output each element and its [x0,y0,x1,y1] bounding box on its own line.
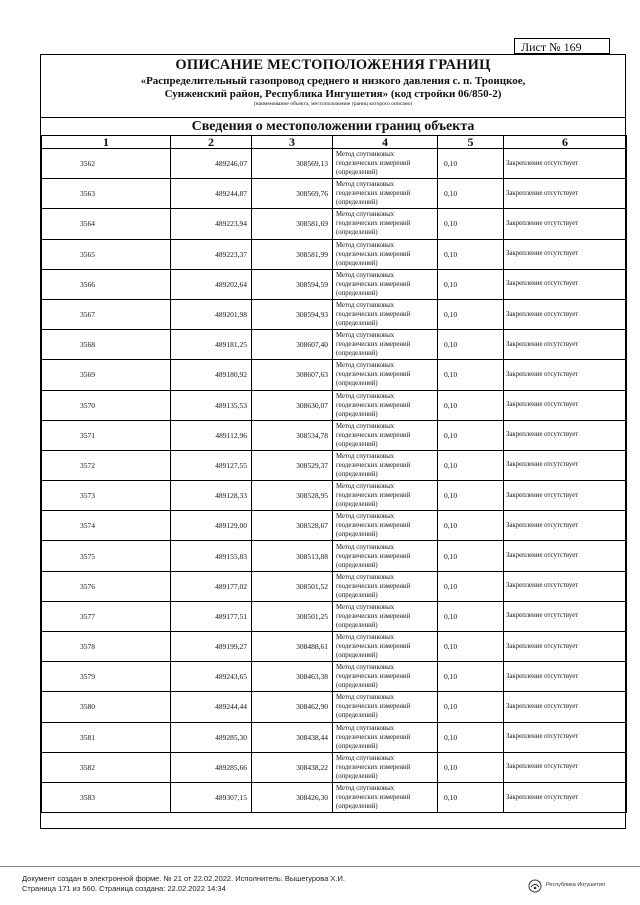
table-cell: 0,10 [438,601,504,631]
table-cell: Закрепление отсутствует [504,601,627,631]
divider [41,117,625,118]
table-cell: Закрепление отсутствует [504,179,627,209]
table-cell: Метод спутниковых геодезических измерений (определений) [333,420,438,450]
table-cell: 308528,95 [252,481,333,511]
table-cell: 489177,02 [171,571,252,601]
table-cell: Закрепление отсутствует [504,360,627,390]
table-cell: Метод спутниковых геодезических измерений (определений) [333,450,438,480]
table-cell: 489155,83 [171,541,252,571]
table-cell: Метод спутниковых геодезических измерений (определений) [333,481,438,511]
table-cell: 308463,38 [252,662,333,692]
table-row [42,149,627,179]
table-cell: 489128,33 [171,481,252,511]
table-cell: 308513,88 [252,541,333,571]
table-cell: Закрепление отсутствует [504,390,627,420]
table-cell: 489246,07 [171,149,252,179]
table-cell: Метод спутниковых геодезических измерений (определений) [333,541,438,571]
table-row [42,782,627,812]
table-cell: 308569,76 [252,179,333,209]
table-cell: 489112,96 [171,420,252,450]
table-row [42,541,627,571]
table-row [42,239,627,269]
table-cell: Закрепление отсутствует [504,511,627,541]
table-cell: Закрепление отсутствует [504,149,627,179]
footer-line-2: Страница 171 из 560. Страница создана: 22.02.2022 14:34 [22,884,226,893]
table-cell: 308630,07 [252,390,333,420]
table-cell: 489244,44 [171,692,252,722]
table-cell: Метод спутниковых геодезических измерений (определений) [333,269,438,299]
table-row [42,632,627,662]
table-row [42,571,627,601]
table-cell: 3582 [42,752,171,782]
emblem-icon [528,879,542,893]
table-cell: 0,10 [438,722,504,752]
table-cell: Метод спутниковых геодезических измерений (определений) [333,179,438,209]
table-cell: 308594,59 [252,269,333,299]
table-cell: 0,10 [438,299,504,329]
table-cell: 0,10 [438,330,504,360]
boundary-table [41,135,627,813]
table-row [42,481,627,511]
table-cell: 0,10 [438,541,504,571]
table-row [42,752,627,782]
table-cell: 3575 [42,541,171,571]
table-row [42,269,627,299]
table-cell: 489129,00 [171,511,252,541]
table-cell: Метод спутниковых геодезических измерений (определений) [333,782,438,812]
document-frame [40,54,626,829]
table-cell: 0,10 [438,571,504,601]
table-cell: 0,10 [438,149,504,179]
table-cell: 489201,98 [171,299,252,329]
table-cell: 0,10 [438,269,504,299]
table-cell: Метод спутниковых геодезических измерений (определений) [333,239,438,269]
table-cell: Метод спутниковых геодезических измерений (определений) [333,209,438,239]
footer-line-1: Документ создан в электронной форме. № 21 от 22.02.2022. Исполнитель: Вышегурова Х.И. [22,874,345,883]
table-cell: Закрепление отсутствует [504,541,627,571]
table-cell: Закрепление отсутствует [504,481,627,511]
object-name-line-1: «Распределительный газопровод среднего и низкого давления с. п. Троицкое, [140,75,526,87]
table-row [42,420,627,450]
table-cell: 0,10 [438,782,504,812]
table-cell: 3570 [42,390,171,420]
column-header: 4 [333,136,438,149]
table-cell: 3578 [42,632,171,662]
table-cell: 3563 [42,179,171,209]
table-cell: 308438,22 [252,752,333,782]
table-row [42,360,627,390]
table-cell: 489127,55 [171,450,252,480]
table-cell: Закрепление отсутствует [504,420,627,450]
table-cell: Метод спутниковых геодезических измерений (определений) [333,601,438,631]
table-cell: Закрепление отсутствует [504,782,627,812]
table-cell: 308438,44 [252,722,333,752]
footer [22,874,345,894]
table-cell: 489285,30 [171,722,252,752]
table-cell: 0,10 [438,752,504,782]
table-cell: 3564 [42,209,171,239]
table-cell: Метод спутниковых геодезических измерений (определений) [333,149,438,179]
table-cell: 3576 [42,571,171,601]
table-cell: 489177,51 [171,601,252,631]
table-cell: Метод спутниковых геодезических измерений (определений) [333,632,438,662]
table-cell: 489180,92 [171,360,252,390]
sheet-number: Лист № 169 [514,38,610,54]
table-cell: 308501,25 [252,601,333,631]
table-cell: 0,10 [438,390,504,420]
column-header: 1 [42,136,171,149]
table-cell: 0,10 [438,239,504,269]
footer-divider [0,866,640,867]
table-cell: Закрепление отсутствует [504,450,627,480]
table-cell: 308462,90 [252,692,333,722]
table-cell: Закрепление отсутствует [504,571,627,601]
table-cell: 489223,37 [171,239,252,269]
table-row [42,692,627,722]
table-cell: 3569 [42,360,171,390]
object-name-line-2: Сунженский район, Республика Ингушетия» (код стройки 06/850-2) [164,88,502,100]
table-cell: 308607,63 [252,360,333,390]
table-cell: 3573 [42,481,171,511]
table-cell: 3583 [42,782,171,812]
table-row [42,722,627,752]
table-cell: Закрепление отсутствует [504,692,627,722]
table-cell: 3574 [42,511,171,541]
column-header: 3 [252,136,333,149]
object-caption: (наименование объекта, местоположение границ которого описано) [253,101,413,107]
column-header: 2 [171,136,252,149]
table-cell: 308581,99 [252,239,333,269]
table-cell: Метод спутниковых геодезических измерений (определений) [333,330,438,360]
table-row [42,299,627,329]
table-cell: Закрепление отсутствует [504,269,627,299]
table-cell: 3571 [42,420,171,450]
table-cell: 0,10 [438,209,504,239]
document-title: ОПИСАНИЕ МЕСТОПОЛОЖЕНИЯ ГРАНИЦ [175,57,491,73]
table-cell: 3565 [42,239,171,269]
table-cell: 308581,69 [252,209,333,239]
column-header: 6 [504,136,627,149]
table-cell: 0,10 [438,450,504,480]
table-cell: 308594,93 [252,299,333,329]
table-cell: 489285,66 [171,752,252,782]
table-cell: Метод спутниковых геодезических измерений (определений) [333,662,438,692]
table-cell: 308534,78 [252,420,333,450]
table-cell: 0,10 [438,179,504,209]
table-cell: Закрепление отсутствует [504,239,627,269]
table-row [42,209,627,239]
table-cell: 308529,37 [252,450,333,480]
table-cell: Метод спутниковых геодезических измерений (определений) [333,360,438,390]
table-cell: 0,10 [438,511,504,541]
table-cell: 0,10 [438,662,504,692]
table-cell: 308426,30 [252,782,333,812]
table-cell: 3568 [42,330,171,360]
table-cell: Закрепление отсутствует [504,209,627,239]
table-cell: 489307,15 [171,782,252,812]
table-cell: 0,10 [438,692,504,722]
table-cell: Метод спутниковых геодезических измерений (определений) [333,571,438,601]
table-cell: 489202,64 [171,269,252,299]
table-cell: 0,10 [438,481,504,511]
table-cell: 308488,61 [252,632,333,662]
table-row [42,601,627,631]
table-row [42,662,627,692]
table-row [42,179,627,209]
object-name [41,75,625,101]
table-cell: 3566 [42,269,171,299]
table-cell: 3567 [42,299,171,329]
table-cell: Метод спутниковых геодезических измерений (определений) [333,511,438,541]
table-cell: 0,10 [438,420,504,450]
table-cell: Метод спутниковых геодезических измерений (определений) [333,692,438,722]
table-cell: 308569,13 [252,149,333,179]
table-cell: 489181,25 [171,330,252,360]
table-cell: Метод спутниковых геодезических измерений (определений) [333,299,438,329]
table-cell: Метод спутниковых геодезических измерений (определений) [333,722,438,752]
table-cell: Метод спутниковых геодезических измерений (определений) [333,752,438,782]
column-header: 5 [438,136,504,149]
table-cell: 308528,67 [252,511,333,541]
table-cell: 3579 [42,662,171,692]
table-cell: Метод спутниковых геодезических измерений (определений) [333,390,438,420]
table-cell: 308501,52 [252,571,333,601]
table-cell: 489243,65 [171,662,252,692]
section-title: Сведения о местоположении границ объекта [191,119,475,134]
table-cell: 3577 [42,601,171,631]
table-cell: 3572 [42,450,171,480]
table-cell: 308607,40 [252,330,333,360]
table-cell: 3580 [42,692,171,722]
table-cell: 3562 [42,149,171,179]
table-row [42,390,627,420]
table-row [42,511,627,541]
table-row [42,450,627,480]
table-cell: 0,10 [438,360,504,390]
table-cell: Закрепление отсутствует [504,299,627,329]
table-cell: Закрепление отсутствует [504,662,627,692]
organization-name: Республика Ингушетия [546,882,605,888]
table-cell: 3581 [42,722,171,752]
table-header-row [42,136,627,149]
table-cell: 489135,53 [171,390,252,420]
table-cell: 489199,27 [171,632,252,662]
table-cell: Закрепление отсутствует [504,752,627,782]
table-cell: Закрепление отсутствует [504,330,627,360]
table-row [42,330,627,360]
table-cell: Закрепление отсутствует [504,722,627,752]
table-cell: Закрепление отсутствует [504,632,627,662]
table-cell: 489244,87 [171,179,252,209]
table-cell: 0,10 [438,632,504,662]
table-cell: 489223,94 [171,209,252,239]
